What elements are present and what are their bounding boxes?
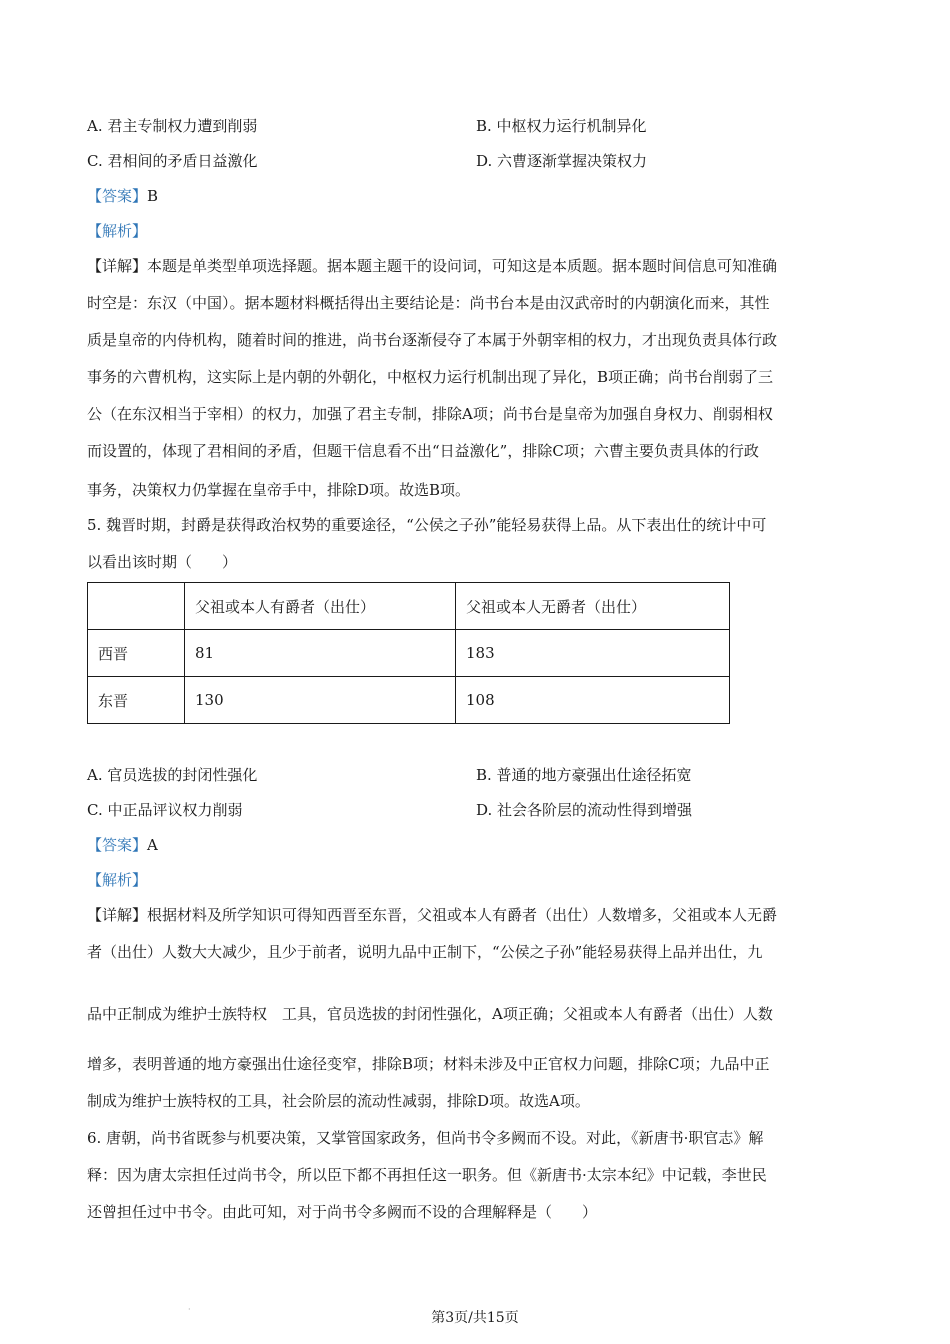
q4-detail-line: 而设置的，体现了君相间的矛盾，但题干信息看不出“日益激化”，排除C项；六曹主要负责具体的行政 <box>87 442 759 460</box>
q5-option-d: D. 社会各阶层的流动性得到增强 <box>476 801 693 819</box>
q5-answer <box>87 835 158 855</box>
table-header-cell: 父祖或本人有爵者（出仕） <box>185 583 456 630</box>
scan-speck: · <box>188 1305 191 1314</box>
q4-detail-line: 事务的六曹机构，这实际上是内朝的外朝化，中枢权力运行机制出现了异化，B项正确；尚书台削弱了三 <box>87 368 774 386</box>
table-cell: 108 <box>456 677 730 724</box>
q4-detail-line: 公（在东汉相当于宰相）的权力，加强了君主专制，排除A项；尚书台是皇帝为加强自身权力、削弱相权 <box>87 405 773 423</box>
table-cell: 东晋 <box>88 677 185 724</box>
answer-value: B <box>147 187 159 205</box>
q5-option-b: B. 普通的地方豪强出仕途径拓宽 <box>476 766 692 784</box>
table-row <box>88 677 730 724</box>
q6-stem-line: 6. 唐朝，尚书省既参与机要决策，又掌管国家政务，但尚书令多阙而不设。对此，《新唐书·职官志》解 <box>87 1129 764 1147</box>
table-cell: 183 <box>456 630 730 677</box>
q6-stem-line: 还曾担任过中书令。由此可知，对于尚书令多阙而不设的合理解释是（ ） <box>87 1203 598 1221</box>
q6-stem-line: 释：因为唐太宗担任过尚书令，所以臣下都不再担任这一职务。但《新唐书·太宗本纪》中记载，李世民 <box>87 1166 767 1184</box>
table-cell: 81 <box>185 630 456 677</box>
table-header-row <box>88 583 730 630</box>
q4-detail-line: 时空是：东汉（中国）。据本题材料概括得出主要结论是：尚书台本是由汉武帝时的内朝演化而来，其性 <box>87 294 770 312</box>
q5-detail-line: 品中正制成为维护士族特权 工具，官员选拔的封闭性强化，A项正确；父祖或本人有爵者（出仕）人数 <box>87 1005 773 1023</box>
q5-option-c: C. 中正品评议权力削弱 <box>87 801 243 819</box>
table-header-cell: 父祖或本人无爵者（出仕） <box>456 583 730 630</box>
q5-stem-line: 5. 魏晋时期，封爵是获得政治权势的重要途径，“公侯之子孙”能轻易获得上品。从下表出仕的统计中可 <box>87 516 767 534</box>
table-cell: 130 <box>185 677 456 724</box>
answer-tag: 【答案】 <box>87 187 148 205</box>
q5-detail-line: 【详解】根据材料及所学知识可得知西晋至东晋，父祖或本人有爵者（出仕）人数增多，父祖或本人无爵 <box>87 906 778 924</box>
q4-option-c: C. 君相间的矛盾日益激化 <box>87 152 258 170</box>
q5-detail-line: 者（出仕）人数大大减少，且少于前者，说明九品中正制下，“公侯之子孙”能轻易获得上品并出仕，九 <box>87 943 763 961</box>
table-header-cell <box>88 583 185 630</box>
q5-detail-line: 增多，表明普通的地方豪强出仕途径变窄，排除B项；材料未涉及中正官权力问题，排除C项；九品中正 <box>87 1055 770 1073</box>
q4-analysis-tag: 【解析】 <box>87 222 148 240</box>
q4-detail-line: 事务，决策权力仍掌握在皇帝手中，排除D项。故选B项。 <box>87 481 471 499</box>
q4-answer <box>87 186 158 206</box>
q4-option-a: A. 君主专制权力遭到削弱 <box>87 117 258 135</box>
q4-detail-line: 质是皇帝的内侍机构，随着时间的推进，尚书台逐渐侵夺了本属于外朝宰相的权力，才出现负责具体行政 <box>87 331 778 349</box>
page-footer: 第3页/共15页 <box>431 1310 519 1326</box>
q5-option-a: A. 官员选拔的封闭性强化 <box>87 766 258 784</box>
answer-tag: 【答案】 <box>87 836 148 854</box>
table-cell: 西晋 <box>88 630 185 677</box>
q5-analysis-tag: 【解析】 <box>87 871 148 889</box>
answer-value: A <box>147 836 158 854</box>
q4-detail-line: 【详解】本题是单类型单项选择题。据本题主题干的设问词，可知这是本质题。据本题时间信息可知准确 <box>87 257 778 275</box>
q4-option-d: D. 六曹逐渐掌握决策权力 <box>476 152 648 170</box>
q5-stats-table <box>87 582 730 724</box>
q5-detail-line: 制成为维护士族特权的工具，社会阶层的流动性减弱，排除D项。故选A项。 <box>87 1092 590 1110</box>
q5-stem-line: 以看出该时期（ ） <box>87 553 238 571</box>
table-row <box>88 630 730 677</box>
q4-option-b: B. 中枢权力运行机制异化 <box>476 117 647 135</box>
